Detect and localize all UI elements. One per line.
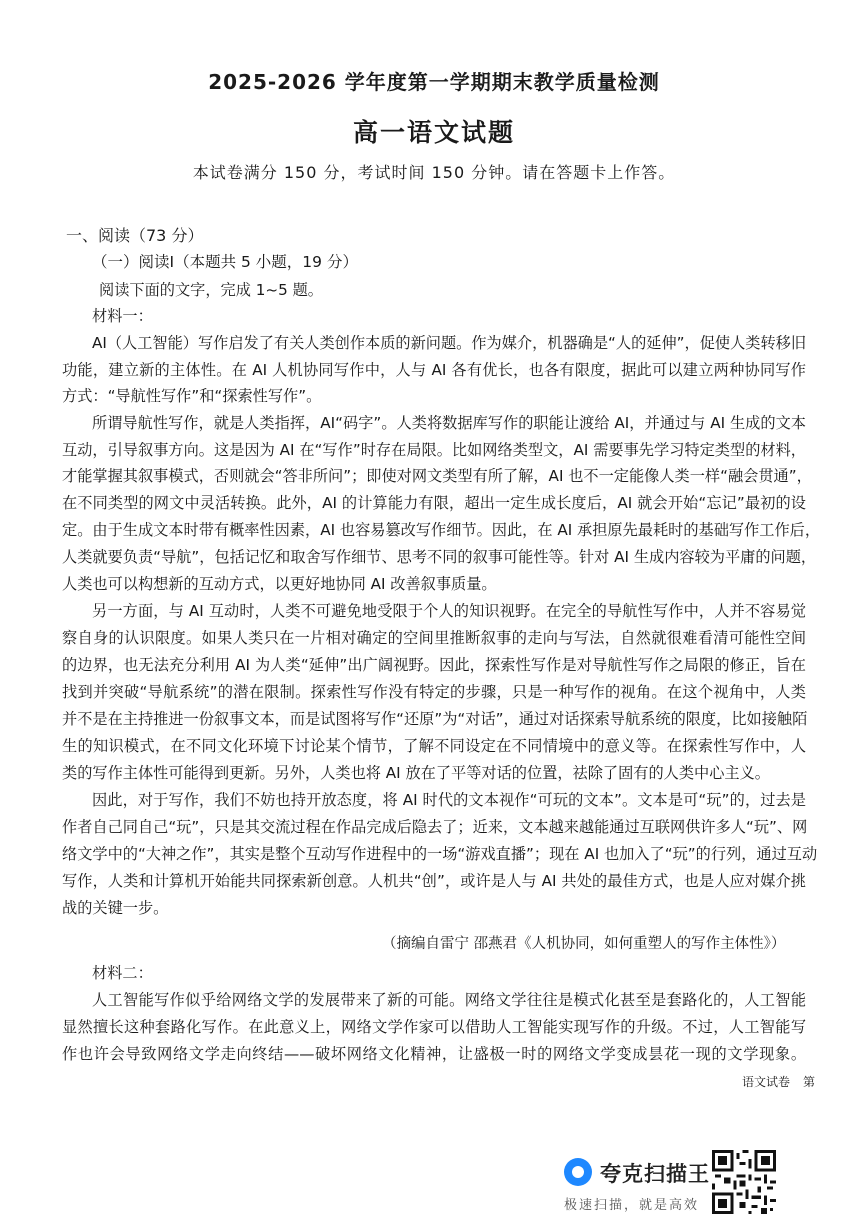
- scanner-logo-icon: [564, 1158, 592, 1186]
- material2-line: 显然擅长这种套路化写作。在此意义上，网络文学作家可以借助人工智能实现写作的升级。不过，人工智能写: [62, 1018, 806, 1036]
- scanner-watermark: [562, 1152, 722, 1214]
- material1-line: 所谓导航性写作，就是人类指挥，AI“码字”。人类将数据库写作的职能让渡给 AI，并通过与 AI 生成的文本: [92, 414, 806, 432]
- material1-line: 并不是在主持推进一份叙事文本，而是试图将写作“还原”为“对话”，通过对话探索导航系统的限度，比如接触陌: [62, 710, 808, 728]
- exam-title: 2025-2026 学年度第一学期期末教学质量检测: [208, 70, 660, 94]
- material1-line: 类的写作主体性可能得到更新。另外，人类也将 AI 放在了平等对话的位置，祛除了固有的人类中心主义。: [62, 764, 770, 782]
- scanner-brand-name: 夸克扫描王: [600, 1162, 710, 1186]
- material1-line: 另一方面，与 AI 互动时，人类不可避免地受限于个人的知识视野。在完全的导航性写作中，人并不容易觉: [92, 602, 806, 620]
- material1-line: 人类就要负责“导航”，包括记忆和取舍写作细节、思考不同的叙事可能性等。针对 AI 生成内容较为平庸的问题，: [62, 548, 817, 566]
- qr-code-icon: [712, 1150, 776, 1214]
- footer-page-label: 语文试卷: [742, 1075, 791, 1089]
- scanner-slogan: 极速扫描，就是高效: [564, 1198, 700, 1213]
- material1-line: 生的知识模式，在不同文化环境下讨论某个情节，了解不同设定在不同情境中的意义等。在探索性写作中，人: [62, 737, 806, 755]
- material1-label: 材料一：: [92, 307, 153, 325]
- material1-line: 络文学中的“大神之作”，其实是整个互动写作进程中的一场“游戏直播”；现在 AI 也加入了“玩”的行列，通过互动: [62, 845, 818, 863]
- section-directive: 阅读下面的文字，完成 1~5 题。: [99, 281, 323, 299]
- material2-label: 材料二：: [92, 964, 153, 982]
- material1-line: 方式：“导航性写作”和“探索性写作”。: [62, 387, 322, 405]
- material1-line: AI（人工智能）写作启发了有关人类创作本质的新问题。作为媒介，机器确是“人的延伸”，促使人类转移旧: [92, 334, 807, 352]
- section-sub-heading: （一）阅读Ⅰ（本题共 5 小题，19 分）: [92, 253, 358, 271]
- material1-source: （摘编自雷宁 邵燕君《人机协同，如何重塑人的写作主体性》）: [382, 936, 786, 952]
- material1-line: 的边界，也无法充分利用 AI 为人类“延伸”出广阔视野。因此，探索性写作是对导航性写作之局限的修正，旨在: [62, 656, 806, 674]
- material1-line: 写作，人类和计算机开始能共同探索新创意。人机共“创”，或许是人与 AI 共处的最佳方式，也是人应对媒介挑: [62, 872, 806, 890]
- material2-line: 人工智能写作似乎给网络文学的发展带来了新的可能。网络文学往往是模式化甚至是套路化的，人工智能: [92, 991, 806, 1009]
- material1-line: 才能掌握其叙事模式，否则就会“答非所问”；即使对网文类型有所了解，AI 也不一定能像人类一样“融会贯通”，: [62, 467, 812, 485]
- material1-line: 互动，引导叙事方向。这是因为 AI 在“写作”时存在局限。比如网络类型文，AI 需要事先学习特定类型的材料，: [62, 441, 806, 459]
- material1-line: 作者自己同自己“玩”，只是其交流过程在作品完成后隐去了；近来，文本越来越能通过互联网供许多人“玩”、网: [62, 818, 808, 836]
- material2-line: 作也许会导致网络文学走向终结——破坏网络文化精神，让盛极一时的网络文学变成昙花一现的文学现象。: [62, 1045, 806, 1063]
- section-heading: 一、阅读（73 分）: [66, 226, 204, 245]
- material1-line: 在不同类型的网文中灵活转换。此外，AI 的计算能力有限，超出一定生成长度后，AI 就会开始“忘记”最初的设: [62, 494, 806, 512]
- footer-page-mark: 第: [803, 1075, 816, 1089]
- subject-title: 高一语文试题: [352, 118, 515, 147]
- exam-instructions: 本试卷满分 150 分，考试时间 150 分钟。请在答题卡上作答。: [192, 163, 676, 182]
- material1-line: 找到并突破“导航系统”的潜在限制。探索性写作没有特定的步骤，只是一种写作的视角。在这个视角中，人类: [62, 683, 806, 701]
- material1-line: 因此，对于写作，我们不妨也持开放态度，将 AI 时代的文本视作“可玩的文本”。文本是可“玩”的，过去是: [92, 791, 806, 809]
- material1-line: 战的关键一步。: [62, 899, 169, 917]
- material1-line: 功能，建立新的主体性。在 AI 人机协同写作中，人与 AI 各有优长，也各有限度，据此可以建立两种协同写作: [62, 361, 806, 379]
- material1-line: 察自身的认识限度。如果人类只在一片相对确定的空间里推断叙事的走向与写法，自然就很难看清可能性空间: [62, 629, 806, 647]
- material1-line: 定。由于生成文本时带有概率性因素，AI 也容易篡改写作细节。因此，在 AI 承担原先最耗时的基础写作工作后，: [62, 521, 821, 539]
- material1-line: 人类也可以构想新的互动方式，以更好地协同 AI 改善叙事质量。: [62, 575, 497, 593]
